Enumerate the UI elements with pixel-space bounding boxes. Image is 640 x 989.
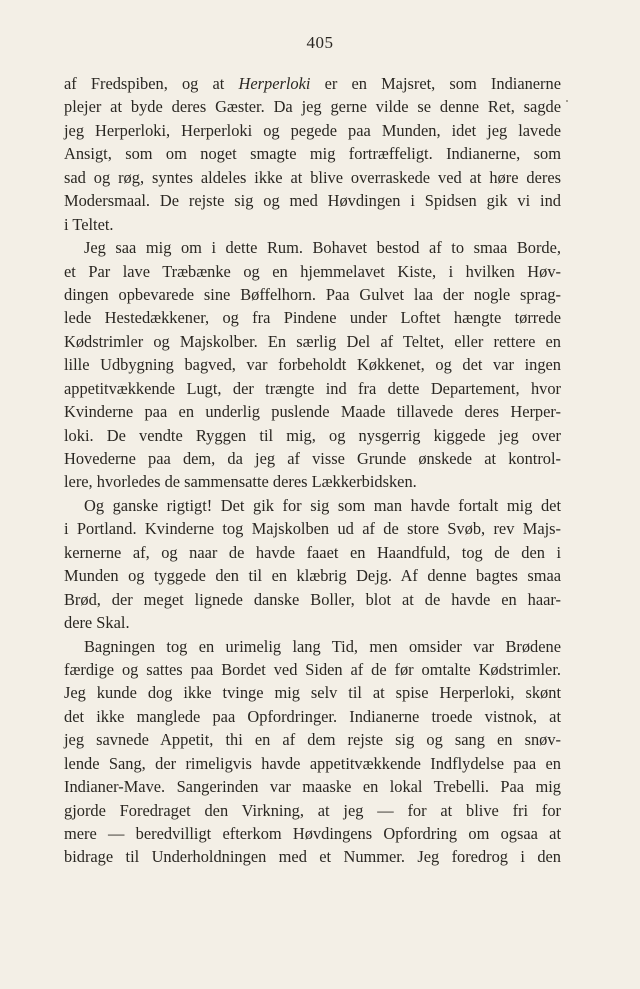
margin-speck: [566, 100, 568, 102]
text-line: Kødstrimler og Majskolber. En særlig Del af Teltet, eller rettere en: [64, 331, 561, 351]
text-line: Hovederne paa dem, da jeg af visse Grunde ønskede at kontrol-: [64, 449, 561, 468]
text-line: Og ganske rigtigt! Det gik for sig som man havde fortalt mig det: [84, 495, 561, 515]
text-line: dere Skal.: [64, 613, 130, 633]
text-line: af Fredspiben, og at Herperloki er en Majsret, som Indianerne: [64, 74, 561, 93]
text-line: appetitvækkende Lugt, der trængte ind fra dette Departement, hvor: [64, 378, 561, 398]
text-line: lede Hestedækkener, og fra Pindene under Loftet hængte tørrede: [64, 308, 561, 328]
text-line: sad og røg, syntes aldeles ikke at blive overraskede ved at høre deres: [64, 167, 561, 187]
italic-term: Herperloki: [238, 74, 311, 93]
text-line: Kvinderne paa en underlig puslende Maade tillavede deres Herper-: [64, 402, 561, 422]
text-line: Brød, der meget lignede danske Boller, blot at de havde en haar-: [64, 589, 561, 609]
text-line: Modersmaal. De rejste sig og med Høvdingen i Spidsen gik vi ind: [64, 191, 561, 211]
text-line: i Teltet.: [64, 214, 114, 234]
text-line: bidrage til Underholdningen med et Nummer. Jeg foredrog i den: [64, 847, 561, 867]
text-line: gjorde Foredraget den Virkning, at jeg — for at blive fri for: [64, 800, 561, 820]
page-number: 405: [306, 33, 334, 52]
text-line: Jeg saa mig om i dette Rum. Bohavet bestod af to smaa Borde,: [84, 238, 561, 258]
text-line: Indianer-Mave. Sangerinden var maaske en lokal Trebelli. Paa mig: [64, 777, 561, 797]
text-line: kernerne af, og naar de havde faaet en Haandfuld, tog de den i: [64, 542, 561, 562]
text-line: lende Sang, der rimeligvis havde appetitvækkende Indflydelse paa en: [64, 753, 561, 773]
text-line: mere — beredvilligt efterkom Høvdingens Opfordring om ogsaa at: [64, 824, 561, 843]
text-line: loki. De vendte Ryggen til mig, og nysgerrig kiggede jeg over: [64, 425, 561, 445]
text-line: det ikke manglede paa Opfordringer. Indianerne troede vistnok, at: [64, 706, 561, 726]
text-line: Munden og tyggede den til en klæbrig Dejg. Af denne bagtes smaa: [64, 566, 561, 586]
text-line: lille Udbygning bagved, var forbeholdt Køkkenet, og det var ingen: [64, 355, 561, 375]
text-line: færdige og sattes paa Bordet ved Siden af de før omtalte Kødstrimler.: [64, 659, 561, 679]
text-line: Bagningen tog en urimelig lang Tid, men omsider var Brødene: [84, 636, 561, 656]
text-line: et Par lave Træbænke og en hjemmelavet Kiste, i hvilken Høv-: [64, 261, 561, 281]
text-line: dingen opbevarede sine Bøffelhorn. Paa Gulvet laa der nogle sprag-: [64, 284, 561, 304]
text-line: lere, hvorledes de sammensatte deres Lækkerbidsken.: [64, 472, 417, 492]
text-line: jeg savnede Appetit, thi en af dem rejste sig og sang en snøv-: [64, 730, 561, 750]
body-text: [64, 72, 561, 869]
text-line: i Portland. Kvinderne tog Majskolben ud af de store Svøb, rev Majs-: [64, 519, 561, 539]
text-line: plejer at byde deres Gæster. Da jeg gerne vilde se denne Ret, sagde: [64, 97, 561, 117]
text-line: Ansigt, som om noget smagte mig fortræffeligt. Indianerne, som: [64, 144, 561, 164]
text-line: Jeg kunde dog ikke tvinge mig selv til at spise Herperloki, skønt: [64, 683, 561, 703]
text-line: jeg Herperloki, Herperloki og pegede paa Munden, idet jeg lavede: [64, 120, 561, 140]
